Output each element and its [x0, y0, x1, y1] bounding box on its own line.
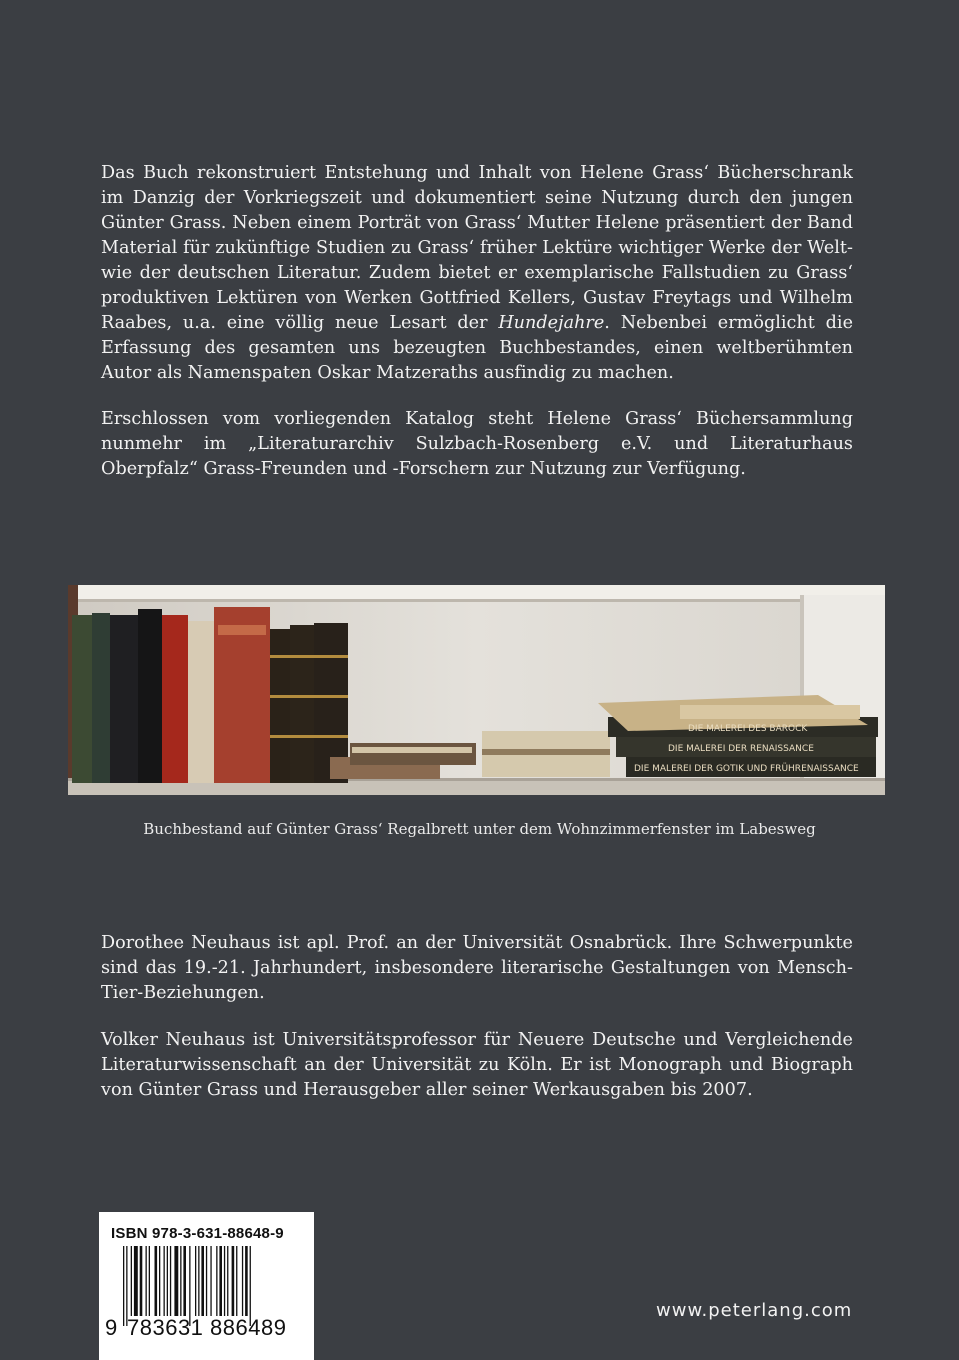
author-bio-volker: Volker Neuhaus ist Universitätsprofessor für Neuere Deutsche und Vergleichende Literaturwissenschaft an der Universität zu Köln. Er ist Monograph und Biograph von Günter Grass und Herausgeber aller seiner Werkausgaben bis 2007.: [101, 1030, 853, 1100]
book-spine: [72, 615, 92, 783]
spine-label: DIE MALEREI DES BAROCK: [688, 724, 808, 734]
book-spine: [92, 613, 110, 783]
isbn-barcode: [99, 1212, 314, 1360]
spine-label: DIE MALEREI DER GOTIK UND FRÜHRENAISSANCE: [634, 764, 859, 774]
book-lying: [350, 743, 476, 765]
book-spine: [110, 615, 138, 783]
isbn-label: ISBN 978-3-631-88648-9: [111, 1225, 284, 1242]
ean-digits: 783631 886489: [127, 1315, 287, 1340]
author-bio-dorothee: Dorothee Neuhaus ist apl. Prof. an der Universität Osnabrück. Ihre Schwerpunkte sind das 19.-21. Jahrhundert, insbesondere literarische Gestaltungen von Mensch-Tier-Beziehungen.: [101, 933, 853, 1003]
book-spine: [162, 615, 188, 783]
book-spine: [188, 621, 214, 783]
book-spine: [290, 625, 314, 783]
spine-label: DIE MALEREI DER RENAISSANCE: [668, 744, 814, 754]
description-paragraph-1: Das Buch rekonstruiert Entstehung und Inhalt von Helene Grass‘ Bücherschrank im Danzig der Vorkriegszeit und dokumentiert seine Nutzung durch den jungen Günter Grass. Neben einem Porträt von Grass‘ Mutter Helene präsentiert der Band Material für zukünftige Studien zu Grass‘ früher Lektüre wichtiger Werke der Welt- wie der deutschen Literatur. Zudem bietet er exemplarische Fallstudien zu Grass‘ produktiven Lektüren von Werken Gottfried Kellers, Gustav Freytags und Wilhelm Raabes, u.a. eine völlig neue Lesart der Hundejahre. Nebenbei ermöglicht die Erfassung des gesamten uns bezeugten Buchbestandes, einen weltberühmten Autor als Namenspaten Oskar Matzeraths ausfindig zu machen.: [101, 163, 853, 383]
publisher-url[interactable]: www.peterlang.com: [656, 1300, 853, 1321]
description-paragraph-2: Erschlossen vom vorliegenden Katalog steht Helene Grass‘ Büchersammlung nunmehr im „Literaturarchiv Sulzbach-Rosenberg e.V. und Literaturhaus Oberpfalz“ Grass-Freunden und -Forschern zur Nutzung zur Verfügung.: [101, 409, 853, 479]
title-hundejahre: Hundejahre: [498, 313, 605, 333]
ean-first-digit: 9: [105, 1315, 118, 1340]
bookshelf-photo: [68, 585, 885, 795]
book-spine: [270, 629, 290, 783]
photo-caption: Buchbestand auf Günter Grass‘ Regalbrett unter dem Wohnzimmerfenster im Labesweg: [143, 820, 816, 838]
book-spine: [138, 609, 162, 783]
